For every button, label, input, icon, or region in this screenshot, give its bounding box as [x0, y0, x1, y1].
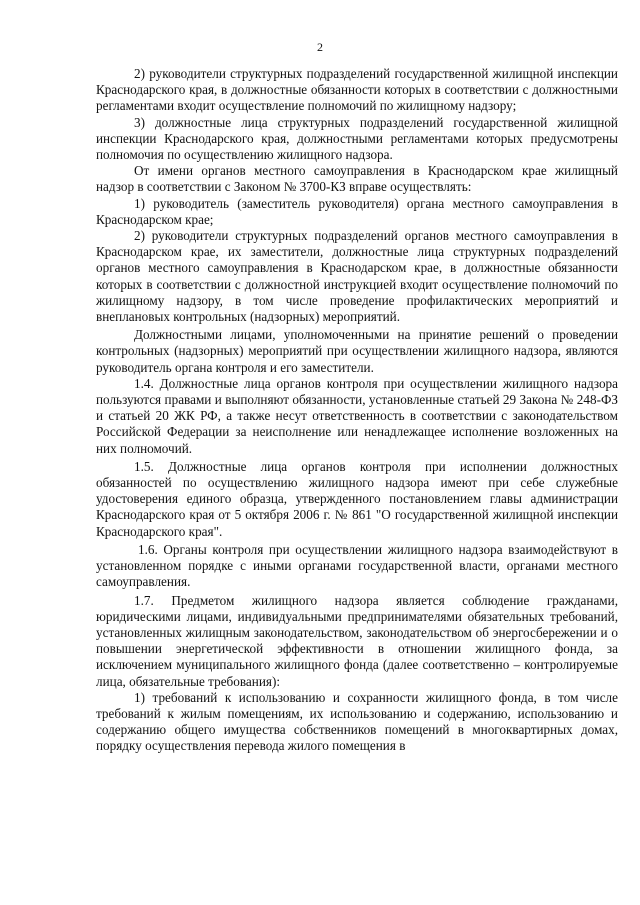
paragraph: 1.5. Должностные лица органов контроля при исполнении должностных обязанностей по осуществлению жилищного надзора имеют при себе служебные удостоверения единого образца, утвержденного постановлением главы администрации Краснодарского края от 5 октября 2006 г. № 861 "О государственной жилищной инспекции Краснодарского края". [96, 458, 618, 539]
paragraph: Должностными лицами, уполномоченными на принятие решений о проведении контрольных (надзорных) мероприятий при осуществлении жилищного надзора, являются руководитель органа контроля и его заместители. [96, 327, 618, 375]
paragraph: 2) руководители структурных подразделений органов местного самоуправления в Краснодарском крае, их заместители, должностные лица структурных подразделений органов местного самоуправления в Краснодарском крае, в должностные обязанности которых в соответствии с должностной инструкцией входит осуществление полномочий по жилищному надзору, в том числе проведение профилактических мероприятий и внеплановых контрольных (надзорных) мероприятий. [96, 228, 618, 325]
document-body [96, 66, 618, 755]
paragraph: 1) руководитель (заместитель руководителя) органа местного самоуправления в Краснодарском крае; [96, 195, 618, 227]
page-number: 2 [317, 40, 323, 54]
paragraph: От имени органов местного самоуправления в Краснодарском крае жилищный надзор в соответствии с Законом № 3700-КЗ вправе осуществлять: [96, 163, 618, 195]
paragraph: 1.7. Предметом жилищного надзора является соблюдение гражданами, юридическими лицами, индивидуальными предпринимателями обязательных требований, установленных жилищным законодательством, законодательством об энергосбережении и о повышении энергетической эффективности в отношении жилищного фонда, за исключением муниципального жилищного фонда (далее соответственно – контролируемые лица, обязательные требования): [96, 592, 618, 689]
paragraph: 1) требований к использованию и сохранности жилищного фонда, в том числе требований к жилым помещениям, их использованию и содержанию, использованию и содержанию общего имущества собственников помещений в многоквартирных домах, порядку осуществления перевода жилого помещения в [96, 689, 618, 754]
paragraph: 1.6. Органы контроля при осуществлении жилищного надзора взаимодействуют в установленном порядке с иными органами государственной власти, органами местного самоуправления. [96, 541, 618, 590]
paragraph: 2) руководители структурных подразделений государственной жилищной инспекции Краснодарского края, в должностные обязанности которых в соответствии с должностными регламентами входит осуществление полномочий по жилищному надзору; [96, 66, 618, 114]
paragraph: 3) должностные лица структурных подразделений государственной жилищной инспекции Краснодарского края, должностными регламентами которых предусмотрены полномочия по осуществлению жилищного надзора. [96, 114, 618, 163]
paragraph: 1.4. Должностные лица органов контроля при осуществлении жилищного надзора пользуются правами и выполняют обязанности, установленные статьей 29 Закона № 248-ФЗ и статьей 20 ЖК РФ, а также несут ответственность в соответствии с законодательством Российской Федерации за неисполнение или ненадлежащее исполнение возложенных на них полномочий. [96, 375, 618, 456]
